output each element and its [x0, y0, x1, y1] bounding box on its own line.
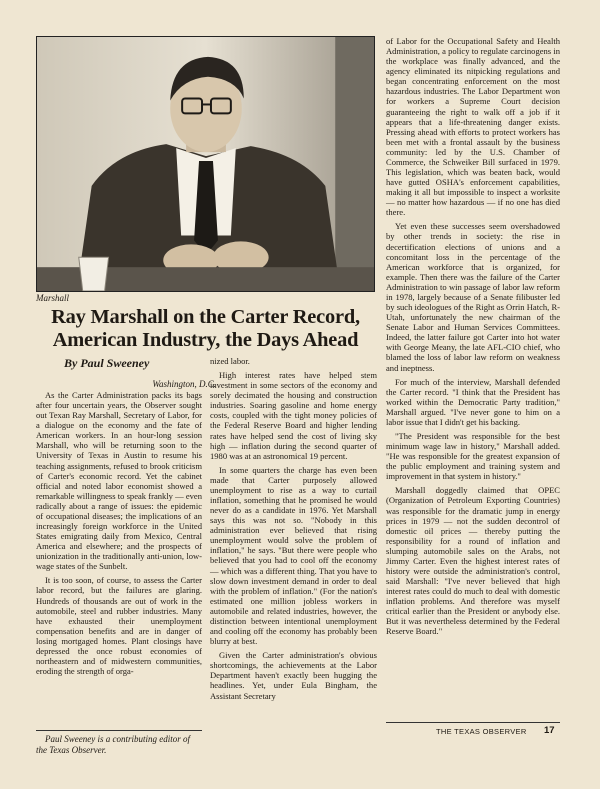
portrait-photo-image: [37, 37, 374, 291]
footer-publication: THE TEXAS OBSERVER: [436, 727, 527, 736]
paragraph: For much of the interview, Marshall defended the Carter record. "I think that the President has worked within the Democratic Party tradition," Marshall argued. "I've never gone to him on a labor issue that I didn't get his backing.: [386, 376, 560, 427]
photo-caption: Marshall: [36, 293, 70, 303]
dateline: Washington, D.C.: [152, 379, 216, 389]
contributor-note: Paul Sweeney is a contributing editor of the Texas Observer.: [36, 734, 190, 755]
paragraph: "The President was responsible for the best minimum wage law in history," Marshall added. "He was responsible for the greatest expansion of the public employment and training system and improvement in that system in history.": [386, 430, 560, 482]
paragraph: As the Carter Administration packs its bags after four uncertain years, the Observer sought out Texan Ray Marshall, Secretary of Labor, for a dialogue on the economy and the fate of American workers. In an hour-long session Marshall, who will be returning soon to the University of Texas in Austin to resume his teaching assignments, refused to brook criticism of Carter's economic record. Yet the cabinet official and noted labor economist showed a remarkable willingness to speak frankly — even radically about a range of issues: the epidemic of occupational diseases; the implications of an increasingly foreign workforce in the United States emigrating daily from Mexico, Central America and elsewhere; and the prospects of unionization in the traditionally anti-union, low-wage states of the Sunbelt.: [36, 390, 202, 572]
paragraph: In some quarters the charge has even been made that Carter purposely allowed unemployment to rise as a way to curtail inflation, something that he promised he would never do as a candidate in 1976. Yet Marshall says this was not so. "Nobody in this administration ever believed that rising unemployment would solve the problem of inflation," he says. "But there were people who believed that you had to cool off the economy — which was a different thing. That you have to slow down investment demand in order to deal with the problem of inflation." (For the nation's estimated one million jobless workers in automobile and related industries, however, the distinction between intentional unemployment and cooling off the economy has probably been blurry at best.: [210, 464, 377, 647]
column-1: [36, 390, 202, 680]
paragraph: Given the Carter administration's obvious shortcomings, the achievements at the Labor Department haven't exactly been hugging the headlines. Yet, under Eula Bingham, the Assistant Secretary: [210, 650, 377, 701]
byline: By Paul Sweeney: [64, 356, 150, 370]
paragraph: High interest rates have helped stem investment in some sectors of the economy and sorely decimated the housing and construction industries. Soaring gasoline and home energy costs, coupled with the tight money policies of the Federal Reserve Board and higher lending rates have helped send the cost of living sky high — inflation during the second quarter of 1980 was at an astronomical 19 percent.: [210, 370, 377, 461]
article-headline: Ray Marshall on the Carter Record, American Industry, the Days Ahead: [51, 306, 360, 351]
column-2: [210, 356, 377, 705]
page-number: 17: [544, 725, 555, 736]
footer-rule: [386, 722, 560, 723]
footnote-rule: [36, 730, 202, 731]
paragraph: Yet even these successes seem overshadowed by other trends in society: the rise in decertification elections of unions and a concomitant loss in the percentage of the American workforce that is organized, for example. Then there was the failure of the Carter Administration to win passage of labor law reform in 1978, largely because of a Senate filibuster led by such ideologues of the Right as Orrin Hatch, R-Utah, unfortunately the new chairman of the Senate Labor and Human Services Committees. Indeed, the latter failure got Carter into hot water with George Meany, the late AFL-CIO chief, who blamed the loss of labor law reform on weakness and ineptness.: [386, 221, 560, 373]
paragraph: Marshall doggedly claimed that OPEC (Organization of Petroleum Exporting Countries) was responsible for the dramatic jump in energy prices in 1979 — not the sudden decontrol of domestic oil prices — thereby putting the responsibility for a round of inflation and slumping automobile sales on the Arabs, not Jimmy Carter. Even the highest interest rates of history were outside the administration's control, said Marshall: "I've never believed that high interest rates could do much to deal with domestic inflation problems. And therefore was myself critical earlier than the President or anybody else. But it was nevertheless determined by the Federal Reserve Board.": [386, 485, 560, 637]
portrait-photo: [36, 36, 375, 292]
column-3: [386, 36, 560, 641]
paragraph: It is too soon, of course, to assess the Carter labor record, but the failures are glaring. Hundreds of thousands are out of work in the automobile, steel and rubber industries. Many have exhausted their unemployment compensation benefits and are in danger of losing mortgaged homes. Plant closings have depressed the once robust economies of northeastern and of midwestern communities, eroding the strength of orga-: [36, 575, 202, 677]
paragraph: of Labor for the Occupational Safety and Health Administration, a policy to regulate carcinogens in the workplace was finally advanced, and the agency eliminated its nitpicking regulations and began concentrating enforcement on the most hazardous industries. The Labor Department won for workers a Supreme Court decision guaranteeing the right to walk off a job if it appears that a life-threatening danger exists. Pressing ahead with efforts to protect workers has been met with a frontal assault by the business community: led by the U.S. Chamber of Commerce, the Schweiker Bill surfaced in 1979. This legislation, which was beaten back, would have gutted OSHA's enforcement capabilities, making it all but impossible to inspect a worksite — no matter how hazardous — if no one has died there.: [386, 36, 560, 218]
paragraph: nized labor.: [210, 356, 250, 366]
